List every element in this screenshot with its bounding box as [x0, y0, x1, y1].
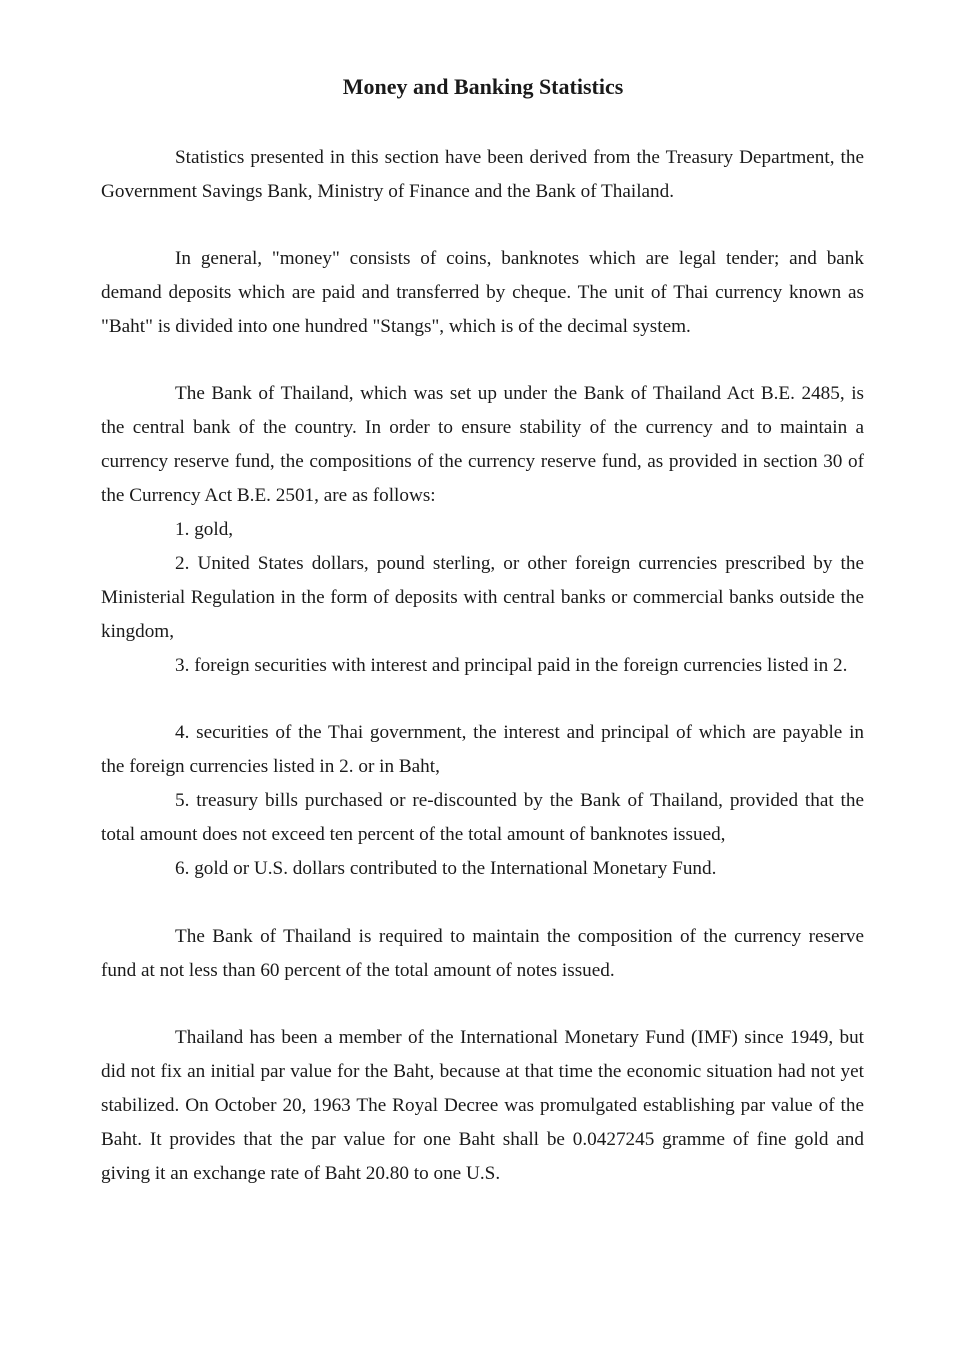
list-item-imf-contribution: 6. gold or U.S. dollars contributed to the International Monetary Fund.: [175, 858, 717, 879]
list-item-gold: 1. gold,: [175, 519, 234, 540]
page-title: Money and Banking Statistics: [342, 74, 624, 99]
money-definition-paragraph: In general, "money" consists of coins, banknotes which are legal tender; and bank demand deposits which are paid and transferred by cheque. The unit of Thai currency known as "Baht" is divided into one hundred "Stangs", which is of the decimal system.: [101, 248, 864, 337]
list-item-treasury-bills: 5. treasury bills purchased or re-discounted by the Bank of Thailand, provided that the total amount does not exceed ten percent of the total amount of banknotes issued,: [101, 790, 864, 845]
list-item-foreign-currencies: 2. United States dollars, pound sterling, or other foreign currencies prescribed by the Ministerial Regulation in the form of deposits with central banks or commercial banks outside the kingdom,: [101, 553, 864, 642]
reserve-requirement-paragraph: The Bank of Thailand is required to maintain the composition of the currency reserve fund at not less than 60 percent of the total amount of notes issued.: [101, 926, 864, 981]
imf-membership-paragraph: Thailand has been a member of the International Monetary Fund (IMF) since 1949, but did not fix an initial par value for the Baht, because at that time the economic situation had not yet stabilized. On October 20, 1963 The Royal Decree was promulgated establishing par value of the Baht. It provides that the par value for one Baht shall be 0.0427245 gramme of fine gold and giving it an exchange rate of Baht 20.80 to one U.S.: [101, 1027, 864, 1184]
list-item-foreign-securities: 3. foreign securities with interest and principal paid in the foreign currencies listed in 2.: [175, 655, 848, 676]
list-item-thai-securities: 4. securities of the Thai government, the interest and principal of which are payable in the foreign currencies listed in 2. or in Baht,: [101, 722, 864, 777]
intro-paragraph: Statistics presented in this section have been derived from the Treasury Department, the Government Savings Bank, Ministry of Finance and the Bank of Thailand.: [101, 147, 864, 202]
central-bank-paragraph: The Bank of Thailand, which was set up under the Bank of Thailand Act B.E. 2485, is the central bank of the country. In order to ensure stability of the currency and to maintain a currency reserve fund, the compositions of the currency reserve fund, as provided in section 30 of the Currency Act B.E. 2501, are as follows:: [101, 383, 864, 506]
